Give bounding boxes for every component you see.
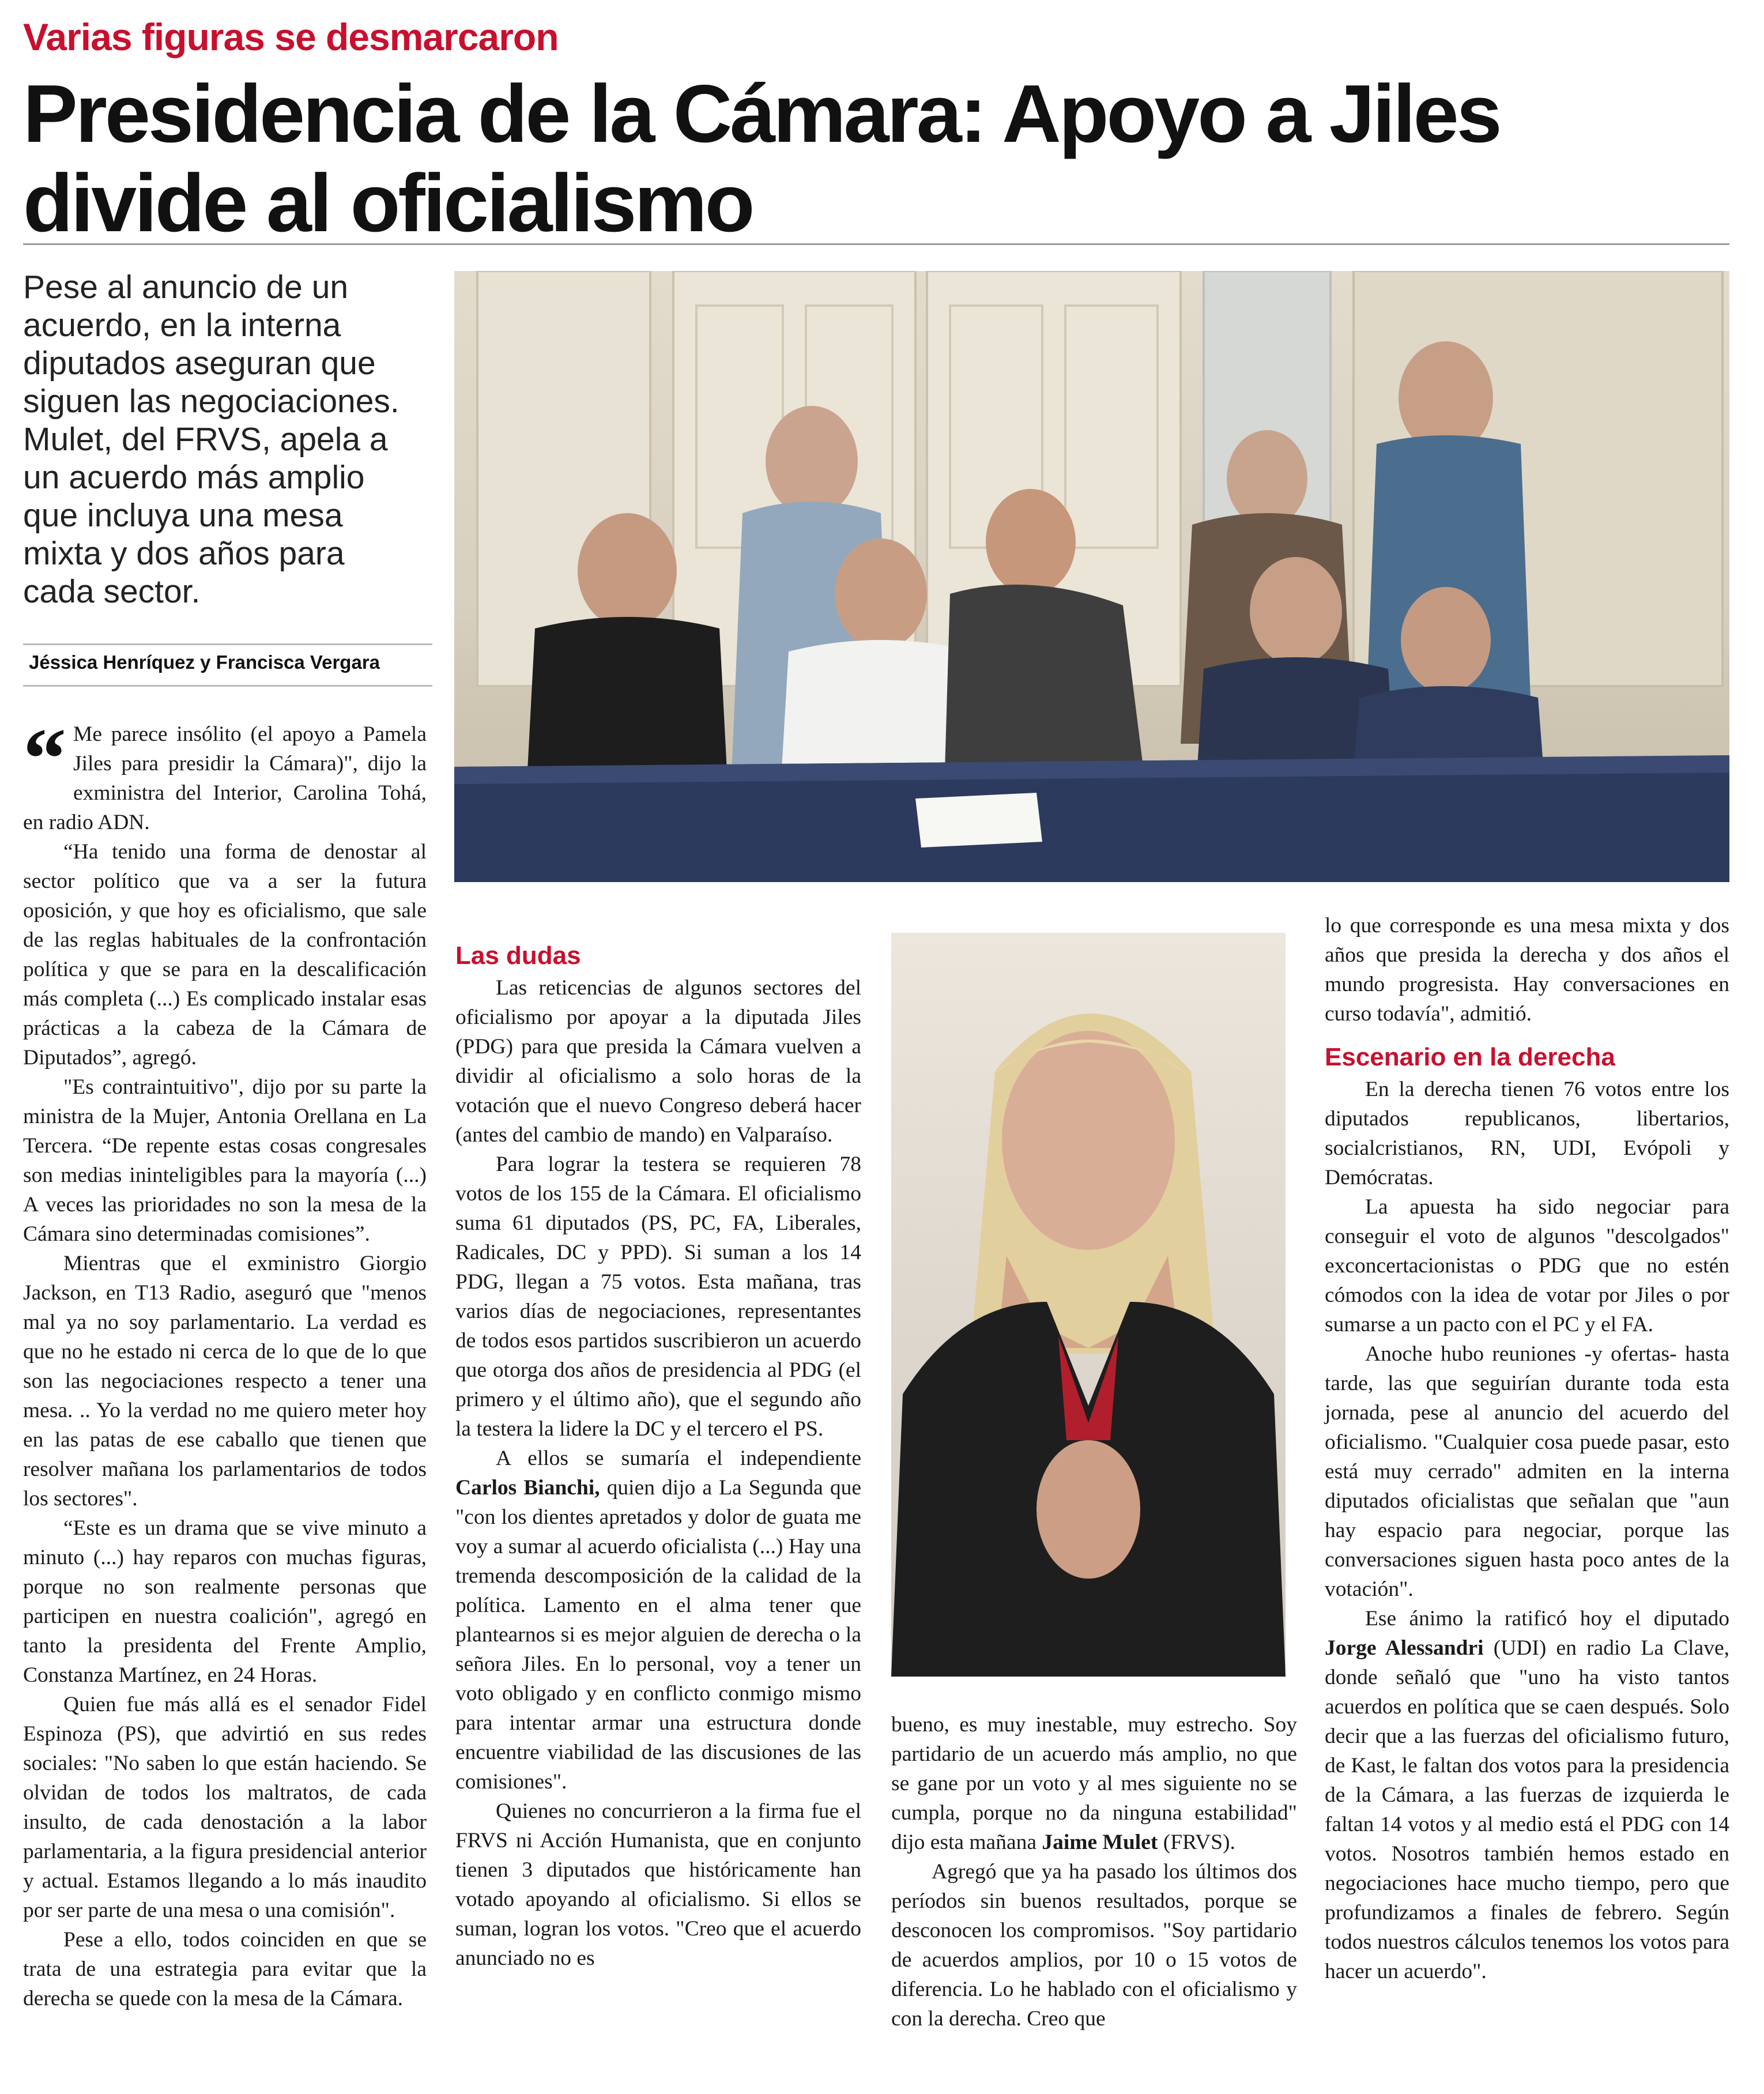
- paragraph: Mientras que el exministro Giorgio Jackson, en T13 Radio, aseguró que "menos mal ya no soy parlamentario. La verdad es que no he estado ni cerca de lo que de lo que son las negociaciones respecto a tener una mesa. .. Yo la verdad no me quiero meter hoy en las patas de ese caballo que tienen que resolver mañana los parlamentarios de todos los sectores".: [23, 1252, 427, 1511]
- paragraph-text: (UDI) en radio La Clave, donde señaló que "uno ha visto tantos acuerdos en política que se caen después. Solo decir que a las fuerzas del oficialismo futuro, de Kast, le faltan dos votos para la presidencia de la Cámara, a las fuerzas de izquierda le faltan 14 votos y al medio está el PDG con 14 votos. Nosotros también hemos estado en negociaciones hace mucho tiempo, pero que profundizamos a finales de febrero. Según todos nuestros cálculos tenemos los votos para hacer un acuerdo".: [1325, 1636, 1730, 1983]
- paragraph: Pese a ello, todos coinciden en que se trata de una estrategia para evitar que la derecha se quede con la mesa de la Cámara.: [23, 1928, 427, 2010]
- paragraph: [891, 1710, 1297, 1857]
- portrait-photo: [891, 933, 1286, 1677]
- paragraph-text: A ellos se sumaría el independiente: [496, 1447, 861, 1470]
- lede: Pese al anuncio de un acuerdo, en la interna diputados aseguran que siguen las negociaciones. Mulet, del FRVS, apela a un acuerdo más amplio que incluya una mesa mixta y dos años para cada sector.: [23, 269, 399, 610]
- byline-rule-bottom: [23, 685, 432, 687]
- paragraph: “Este es un drama que se vive minuto a minuto (...) hay reparos con muchas figuras, porque no son realmente personas que participen en nuestra coalición", agregó en tanto la presidenta del Frente Amplio, Constanza Martínez, en 24 Horas.: [23, 1516, 427, 1687]
- paragraph: Anoche hubo reuniones -y ofertas- hasta tarde, las que seguirían durante toda esta jornada, pese al anuncio del acuerdo del oficialismo. "Cualquier cosa puede pasar, esto está muy cerrado" admiten en la interna diputados oficialistas que señalan que "aun hay espacio para negociar, porque las conversaciones siguen hasta poco antes de la votación".: [1325, 1342, 1729, 1601]
- column-3: [891, 1710, 1297, 2033]
- subhead-las-dudas: Las dudas: [455, 941, 581, 970]
- paragraph-text: bueno, es muy inestable, muy estrecho. Soy partidario de un acuerdo más amplio, no que se gane por un voto y al mes siguiente no se cumpla, porque no da ninguna estabilidad" dijo esta mañana: [891, 1713, 1297, 1854]
- portrait-photo-frame: [891, 933, 1286, 1677]
- opening-quote-mark: “: [23, 711, 66, 807]
- main-photo: [454, 271, 1729, 882]
- paragraph: lo que corresponde es una mesa mixta y dos años que presida la derecha y dos años el mundo progresista. Hay conversaciones en curso todavía", admitió.: [1325, 914, 1729, 1026]
- paragraph: Quien fue más allá es el senador Fidel Espinoza (PS), que advirtió en sus redes sociales: "No saben lo que están haciendo. Se olvidan de todos los maltratos, de cada insulto, de cada denostación a la labor parlamentaria, a la figura presidencial anterior y actual. Estamos llegando a lo más inaudito por ser parte de una mesa o una comisión".: [23, 1693, 427, 1922]
- paragraph: Agregó que ya ha pasado los últimos dos períodos sin buenos resultados, porque se desconocen los compromisos. "Soy partidario de acuerdos amplios, por 10 o 15 votos de diferencia. Lo he hablado con el oficialismo y con la derecha. Creo que: [891, 1860, 1297, 2031]
- byline-rule-top: [23, 643, 432, 645]
- signing-ceremony-photo: [454, 271, 1729, 882]
- paragraph: Las reticencias de algunos sectores del oficialismo por apoyar a la diputada Jiles (PDG) para que presida la Cámara vuelven a dividir al oficialismo a solo horas de la votación que el nuevo Congreso deberá hacer (antes del cambio de mando) en Valparaíso.: [455, 976, 861, 1147]
- paragraph: [1325, 1604, 1729, 1986]
- paragraph: "Es contraintuitivo", dijo por su parte la ministra de la Mujer, Antonia Orellana en La Tercera. “De repente estas cosas congresales son medias ininteligibles para la mayoría (...) A veces las prioridades no son la mesa de la Cámara sino determinadas comisiones”.: [23, 1075, 427, 1246]
- paragraph: Me parece insólito (el apoyo a Pamela Jiles para presidir la Cámara)", dijo la exministra del Interior, Carolina Tohá, en radio ADN.: [23, 722, 427, 834]
- headline: Presidencia de la Cámara: Apoyo a Jiles divide al oficialismo: [23, 68, 1500, 249]
- header-rule: [23, 243, 1729, 245]
- paragraph: “Ha tenido una forma de denostar al sector político que va a ser la futura oposición, y que hoy es oficialismo, que sale de las reglas habituales de la confrontación política y que se para en la descalificación más completa (...) Es complicado instalar esas prácticas a la cabeza de la Cámara de Diputados”, agregó.: [23, 840, 427, 1069]
- column-1: [23, 711, 427, 2013]
- paragraph: Quienes no concurrieron a la firma fue el FRVS ni Acción Humanista, que en conjunto tienen 3 diputados que históricamente han votado apoyando al oficialismo. Si ellos se suman, logran los votos. "Creo que el acuerdo anunciado no es: [455, 1799, 861, 1970]
- kicker: Varias figuras se desmarcaron: [23, 16, 559, 58]
- paragraph: Para lograr la testera se requieren 78 votos de los 155 de la Cámara. El oficialismo suma 61 diputados (PS, PC, FA, Liberales, Radicales, DC y PPD). Si suman a los 14 PDG, llegan a 75 votos. Esta mañana, tras varios días de negociaciones, representantes de todos esos partidos suscribieron un acuerdo que otorga dos años de presidencia al PDG (el primero y el último año), que el segundo año la testera la lidere la DC y el tercero el PS.: [455, 1153, 861, 1441]
- name-bold: Jaime Mulet: [1042, 1831, 1158, 1854]
- subhead-escenario-derecha: Escenario en la derecha: [1325, 1043, 1615, 1071]
- paragraph: [455, 1444, 861, 1797]
- paragraph-text: (FRVS).: [1163, 1831, 1235, 1854]
- paragraph: En la derecha tienen 76 votos entre los diputados republicanos, libertarios, socialcristianos, RN, UDI, Evópoli y Demócratas.: [1325, 1078, 1729, 1189]
- name-bold: Carlos Bianchi,: [455, 1476, 600, 1500]
- paragraph-text: quien dijo a La Segunda que "con los dientes apretados y dolor de guata me voy a sumar al acuerdo oficialista (...) Hay una tremenda descomposición de la calidad de la política. Lamento en el alma tener que plantearnos si es mejor alguien de derecha o la señora Jiles. En lo personal, voy a tener un voto obligado y en conflicto conmigo mismo para intentar armar una estructura donde encuentre viabilidad de las discusiones de las comisiones".: [455, 1476, 861, 1794]
- column-2: [455, 939, 861, 1973]
- name-bold: Jorge Alessandri: [1325, 1636, 1484, 1660]
- byline: Jéssica Henríquez y Francisca Vergara: [29, 651, 380, 673]
- column-4: [1325, 911, 1729, 1986]
- paragraph-text: Ese ánimo la ratificó hoy el diputado: [1365, 1607, 1729, 1630]
- paragraph: La apuesta ha sido negociar para conseguir el voto de algunos "descolgados" exconcertacionistas o PDG que no estén cómodos con la idea de votar por Jiles o por sumarse a un pacto con el PC y el FA.: [1325, 1195, 1729, 1336]
